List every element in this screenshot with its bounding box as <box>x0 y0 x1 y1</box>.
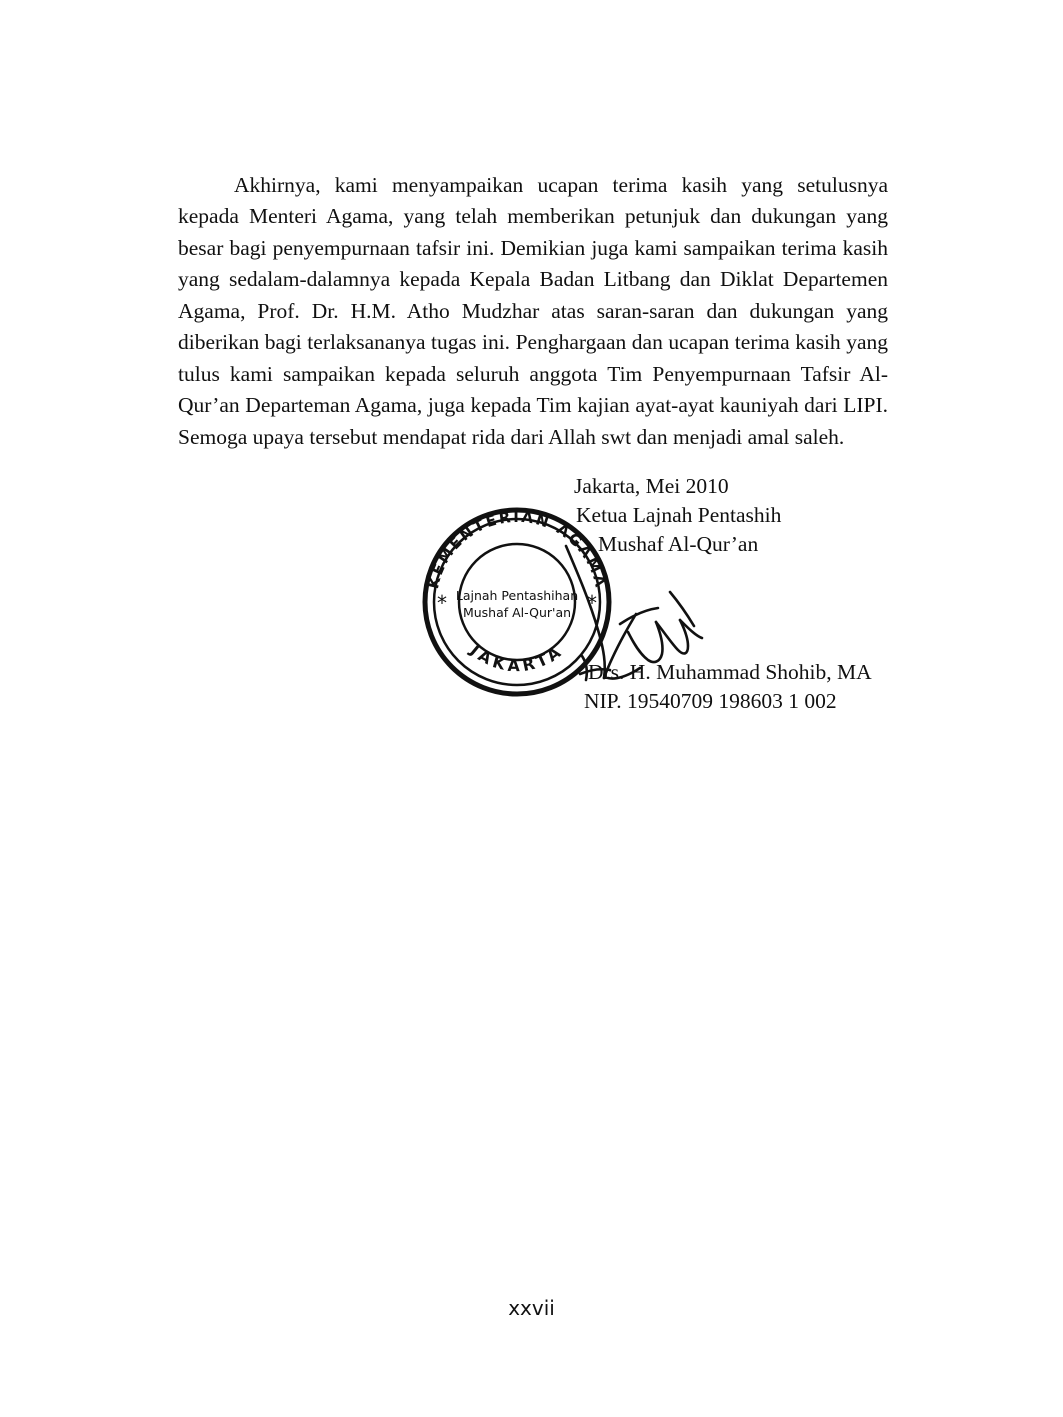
svg-text:Lajnah Pentashihan: Lajnah Pentashihan <box>455 588 579 603</box>
page-number: xxvii <box>508 1296 555 1320</box>
signature-title-line-2: Mushaf Al-Qur’an <box>598 532 759 556</box>
acknowledgement-paragraph: Akhirnya, kami menyampaikan ucapan terima kasih yang setulusnya kepada Menteri Agama, yang telah memberikan petunjuk dan dukungan yang besar bagi penyempurnaan tafsir ini. Demikian juga kami sampaikan terima kasih yang sedalam-dalamnya kepada Kepala Badan Litbang dan Diklat Departemen Agama, Prof. Dr. H.M. Atho Mudzhar atas saran-saran dan dukungan yang diberikan bagi terlaksananya tugas ini. Penghargaan dan ucapan terima kasih yang tulus kami sampaikan kepada seluruh anggota Tim Penyempurnaan Tafsir Al-Qur’an Departeman Agama, juga kepada Tim kajian ayat-ayat kauniyah dari LIPI. Semoga upaya tersebut mendapat rida dari Allah swt dan menjadi amal saleh. <box>178 172 888 449</box>
svg-text:*: * <box>587 591 597 615</box>
signature-title-line-1: Ketua Lajnah Pentashih <box>576 503 782 527</box>
svg-text:JAKARTA: JAKARTA <box>466 640 568 676</box>
signature-heading-block <box>570 472 990 559</box>
svg-text:Mushaf Al-Qur'an: Mushaf Al-Qur'an <box>462 605 572 620</box>
signer-name: Drs. H. Muhammad Shohib, MA <box>588 660 872 684</box>
svg-text:*: * <box>437 591 447 615</box>
signer-block <box>570 658 1000 716</box>
svg-text:KEMENTERIAN AGAMA: KEMENTERIAN AGAMA <box>424 507 610 591</box>
signature-place-date: Jakarta, Mei 2010 <box>574 474 729 498</box>
signer-nip: NIP. 19540709 198603 1 002 <box>584 689 837 713</box>
